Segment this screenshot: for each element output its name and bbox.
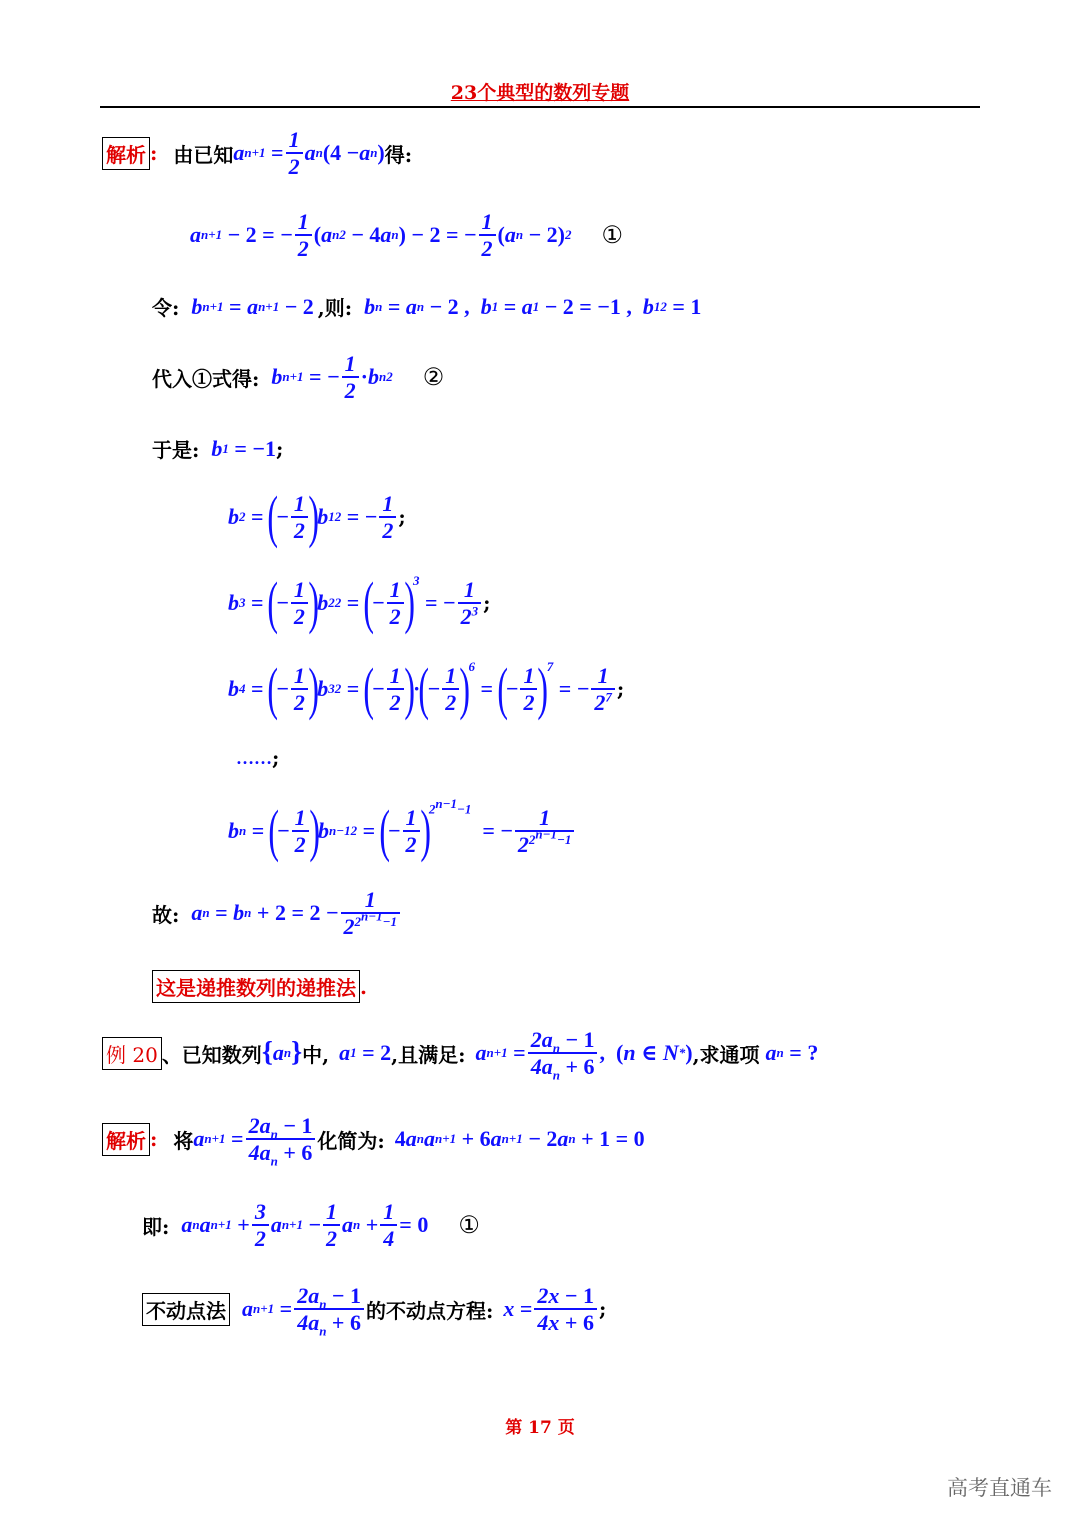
fixed-point-line: 不动点法 a n+1 = $\frac{2a_n - 1}{4a_n + 6}$ 的不动点方程: x = $\frac{2x - 1}{4x + 6}$ ; — [142, 1284, 606, 1334]
example-label: 例 20 — [102, 1037, 162, 1070]
example-20-line: 例 20 、已知数列 { a n } 中, a 1 = 2 ,且满足: a n+1 = $\frac{2a_n - 1}{4a_n + 6}$ , ( n ∈ N * ) ,求通项 a n = ? — [102, 1028, 818, 1078]
solution-label: 解析 — [102, 137, 150, 170]
formula-recurrence: a n+1 = $\frac{1}{2}$ a n (4 − a n ) — [233, 127, 385, 180]
equation-1: a n+1 − 2 = − $\frac{1}{2}$ ( a n 2 − 4 a n ) − 2 = − $\frac{1}{2}$ ( a n − 2) 2 ① — [190, 209, 623, 262]
page-number: 第 17 页 — [505, 1418, 575, 1438]
equation-ji-line: 即: a n a n+1 + $\frac{3}{2}$ a n+1 − $\frac{1}{2}$ a n + $\frac{1}{4}$ = 0 ① — [142, 1199, 480, 1252]
b4-line: b 4 = ( − $\frac{1}{2}$ ) b 3 2 = ( − $\frac{1}{2}$ ) · ( − $\frac{1}{2}$ ) $^6$ = ( − $\frac{1}{2}$ ) $^7$ = − $\frac{1}{2^7}$ ; — [228, 656, 625, 721]
method-note: 这是递推数列的递推法 . — [152, 970, 367, 1003]
bn-line: b n = ( − $\frac{1}{2}$ ) b n−1 2 = ( − $\frac{1}{2}$ ) $^{2^{n-1} -1}$ = − $\frac{1}{2^{2^{n-1}-1}}$ — [228, 802, 576, 860]
header-rule — [100, 106, 980, 108]
watermark: 高考直通车 — [947, 1476, 1052, 1500]
b3-line: b 3 = ( − $\frac{1}{2}$ ) b 2 2 = ( − $\frac{1}{2}$ ) $^3$ = − $\frac{1}{2^3}$ ; — [228, 570, 491, 635]
ellipsis-line: …… ; — [236, 746, 280, 770]
b2-line: b 2 = ( − $\frac{1}{2}$ ) b 1 2 = − $\frac{1}{2}$ ; — [228, 484, 406, 549]
equation-2-line: 代入①式得: b n+1 = − $\frac{1}{2}$ · b n 2 ② — [152, 351, 445, 404]
solution-label-2: 解析 — [102, 1123, 150, 1156]
solution-2-line: 解析 : 将 a n+1 = $\frac{2a_n - 1}{4a_n + 6}$ 化简为: 4 a n a n+1 + 6 a n+1 − 2 a n + 1 = 0 — [102, 1114, 645, 1164]
document-title: 23个典型的数列专题 — [450, 82, 630, 104]
substitution-line: 令: b n+1 = a n+1 − 2 ,则: b n = a n − 2 , b 1 = a 1 − 2 = −1 , b 1 2 = 1 — [152, 293, 702, 320]
fixed-point-method-box: 不动点法 — [142, 1293, 230, 1326]
b1-line: 于是: b 1 = −1 ; — [152, 435, 284, 462]
solution-intro-line: 解析 : 由已知 a n+1 = $\frac{1}{2}$ a n (4 − a n ) 得: — [102, 128, 412, 178]
an-result-line: 故: a n = b n + 2 = 2 − $\frac{1}{2^{2^{n-1}-1}}$ — [152, 888, 402, 938]
